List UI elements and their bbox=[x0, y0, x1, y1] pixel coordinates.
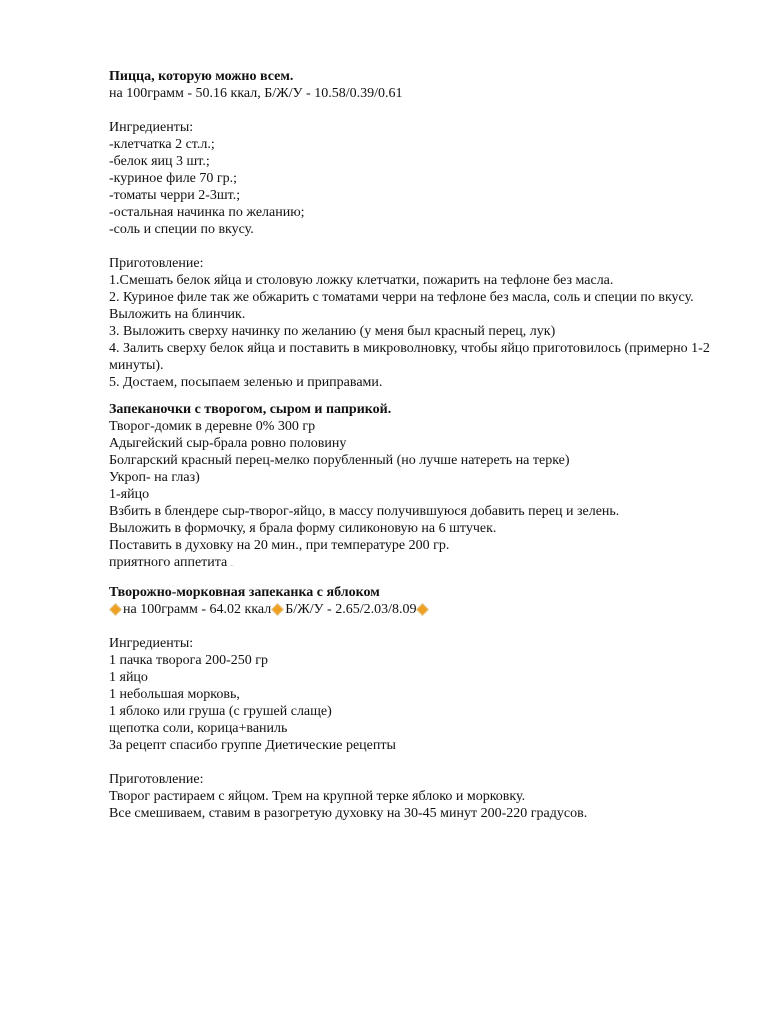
recipe-casserole-cheese bbox=[109, 401, 719, 574]
recipe-line: 1-яйцо bbox=[109, 487, 150, 502]
ingredient-item: -клетчатка 2 ст.л.; bbox=[109, 137, 215, 152]
ingredients-header: Ингредиенты: bbox=[109, 120, 194, 135]
nutrition-info bbox=[109, 601, 719, 618]
ingredients-header: Ингредиенты: bbox=[109, 636, 194, 651]
nutrition-calories: на 100грамм - 64.02 ккал bbox=[123, 602, 272, 617]
recipe-line: Творог-домик в деревне 0% 300 гр bbox=[109, 419, 316, 434]
closing-text: приятного аппетита bbox=[109, 555, 228, 570]
document-body bbox=[109, 68, 719, 822]
nutrition-macros: Б/Ж/У - 2.65/2.03/8.09 bbox=[285, 602, 417, 617]
recipe-pizza bbox=[109, 68, 719, 391]
step-item: Творог растираем с яйцом. Трем на крупной терке яблоко и морковку. bbox=[109, 789, 526, 804]
ingredient-item: 1 яйцо bbox=[109, 670, 148, 685]
recipe-line: Адыгейский сыр-брала ровно половину bbox=[109, 436, 347, 451]
steps-header: Приготовление: bbox=[109, 772, 204, 787]
step-item: Все смешиваем, ставим в разогретую духовку на 30-45 минут 200-220 градусов. bbox=[109, 806, 588, 821]
ingredient-item: -куриное филе 70 гр.; bbox=[109, 171, 238, 186]
nutrition-info: на 100грамм - 50.16 ккал, Б/Ж/У - 10.58/0.39/0.61 bbox=[109, 86, 403, 101]
recipe-line: Взбить в блендере сыр-творог-яйцо, в массу получившуюся добавить перец и зелень. bbox=[109, 504, 620, 519]
ingredient-item: 1 яблоко или груша (с грушей слаще) bbox=[109, 704, 332, 719]
ingredient-item: -белок яиц 3 шт.; bbox=[109, 154, 210, 169]
ingredient-item: 1 пачка творога 200-250 гр bbox=[109, 653, 268, 668]
diamond-icon bbox=[417, 603, 430, 616]
ingredient-item: -томаты черри 2-3шт.; bbox=[109, 188, 241, 203]
closing-line bbox=[109, 554, 719, 574]
ingredient-item: -остальная начинка по желанию; bbox=[109, 205, 305, 220]
recipe-title: Пицца, которую можно всем. bbox=[109, 69, 294, 84]
recipe-title: Творожно-морковная запеканка с яблоком bbox=[109, 585, 380, 600]
step-item: 1.Смешать белок яйца и столовую ложку клетчатки, пожарить на тефлоне без масла. bbox=[109, 273, 614, 288]
recipe-line: Выложить в формочку, я брала форму силиконовую на 6 штучек. bbox=[109, 521, 497, 536]
recipe-line: Поставить в духовку на 20 мин., при температуре 200 гр. bbox=[109, 538, 450, 553]
step-item: 2. Куриное филе так же обжарить с томатами черри на тефлоне без масла, соль и специи по вкусу. Выложить на блинчик. bbox=[109, 290, 694, 322]
ingredient-item: 1 небольшая морковь, bbox=[109, 687, 240, 702]
step-item: 5. Достаем, посыпаем зеленью и приправами. bbox=[109, 375, 383, 390]
diamond-icon bbox=[109, 603, 122, 616]
recipe-line: Укроп- на глаз) bbox=[109, 470, 200, 485]
ingredient-item: щепотка соли, корица+ваниль bbox=[109, 721, 288, 736]
steps-header: Приготовление: bbox=[109, 256, 204, 271]
ingredient-item: -соль и специи по вкусу. bbox=[109, 222, 254, 237]
diamond-icon bbox=[271, 603, 284, 616]
recipe-title: Запеканочки с творогом, сыром и паприкой. bbox=[109, 402, 392, 417]
ingredient-item: За рецепт спасибо группе Диетические рецепты bbox=[109, 738, 396, 753]
smile-icon: ... bbox=[229, 562, 234, 568]
recipe-line: Болгарский красный перец-мелко порубленный (но лучше натереть на терке) bbox=[109, 453, 570, 468]
step-item: 4. Залить сверху белок яйца и поставить в микроволновку, чтобы яйцо приготовилось (примерно 1-2 минуты). bbox=[109, 341, 710, 373]
recipe-curd-carrot-casserole bbox=[109, 584, 719, 822]
step-item: 3. Выложить сверху начинку по желанию (у меня был красный перец, лук) bbox=[109, 324, 556, 339]
